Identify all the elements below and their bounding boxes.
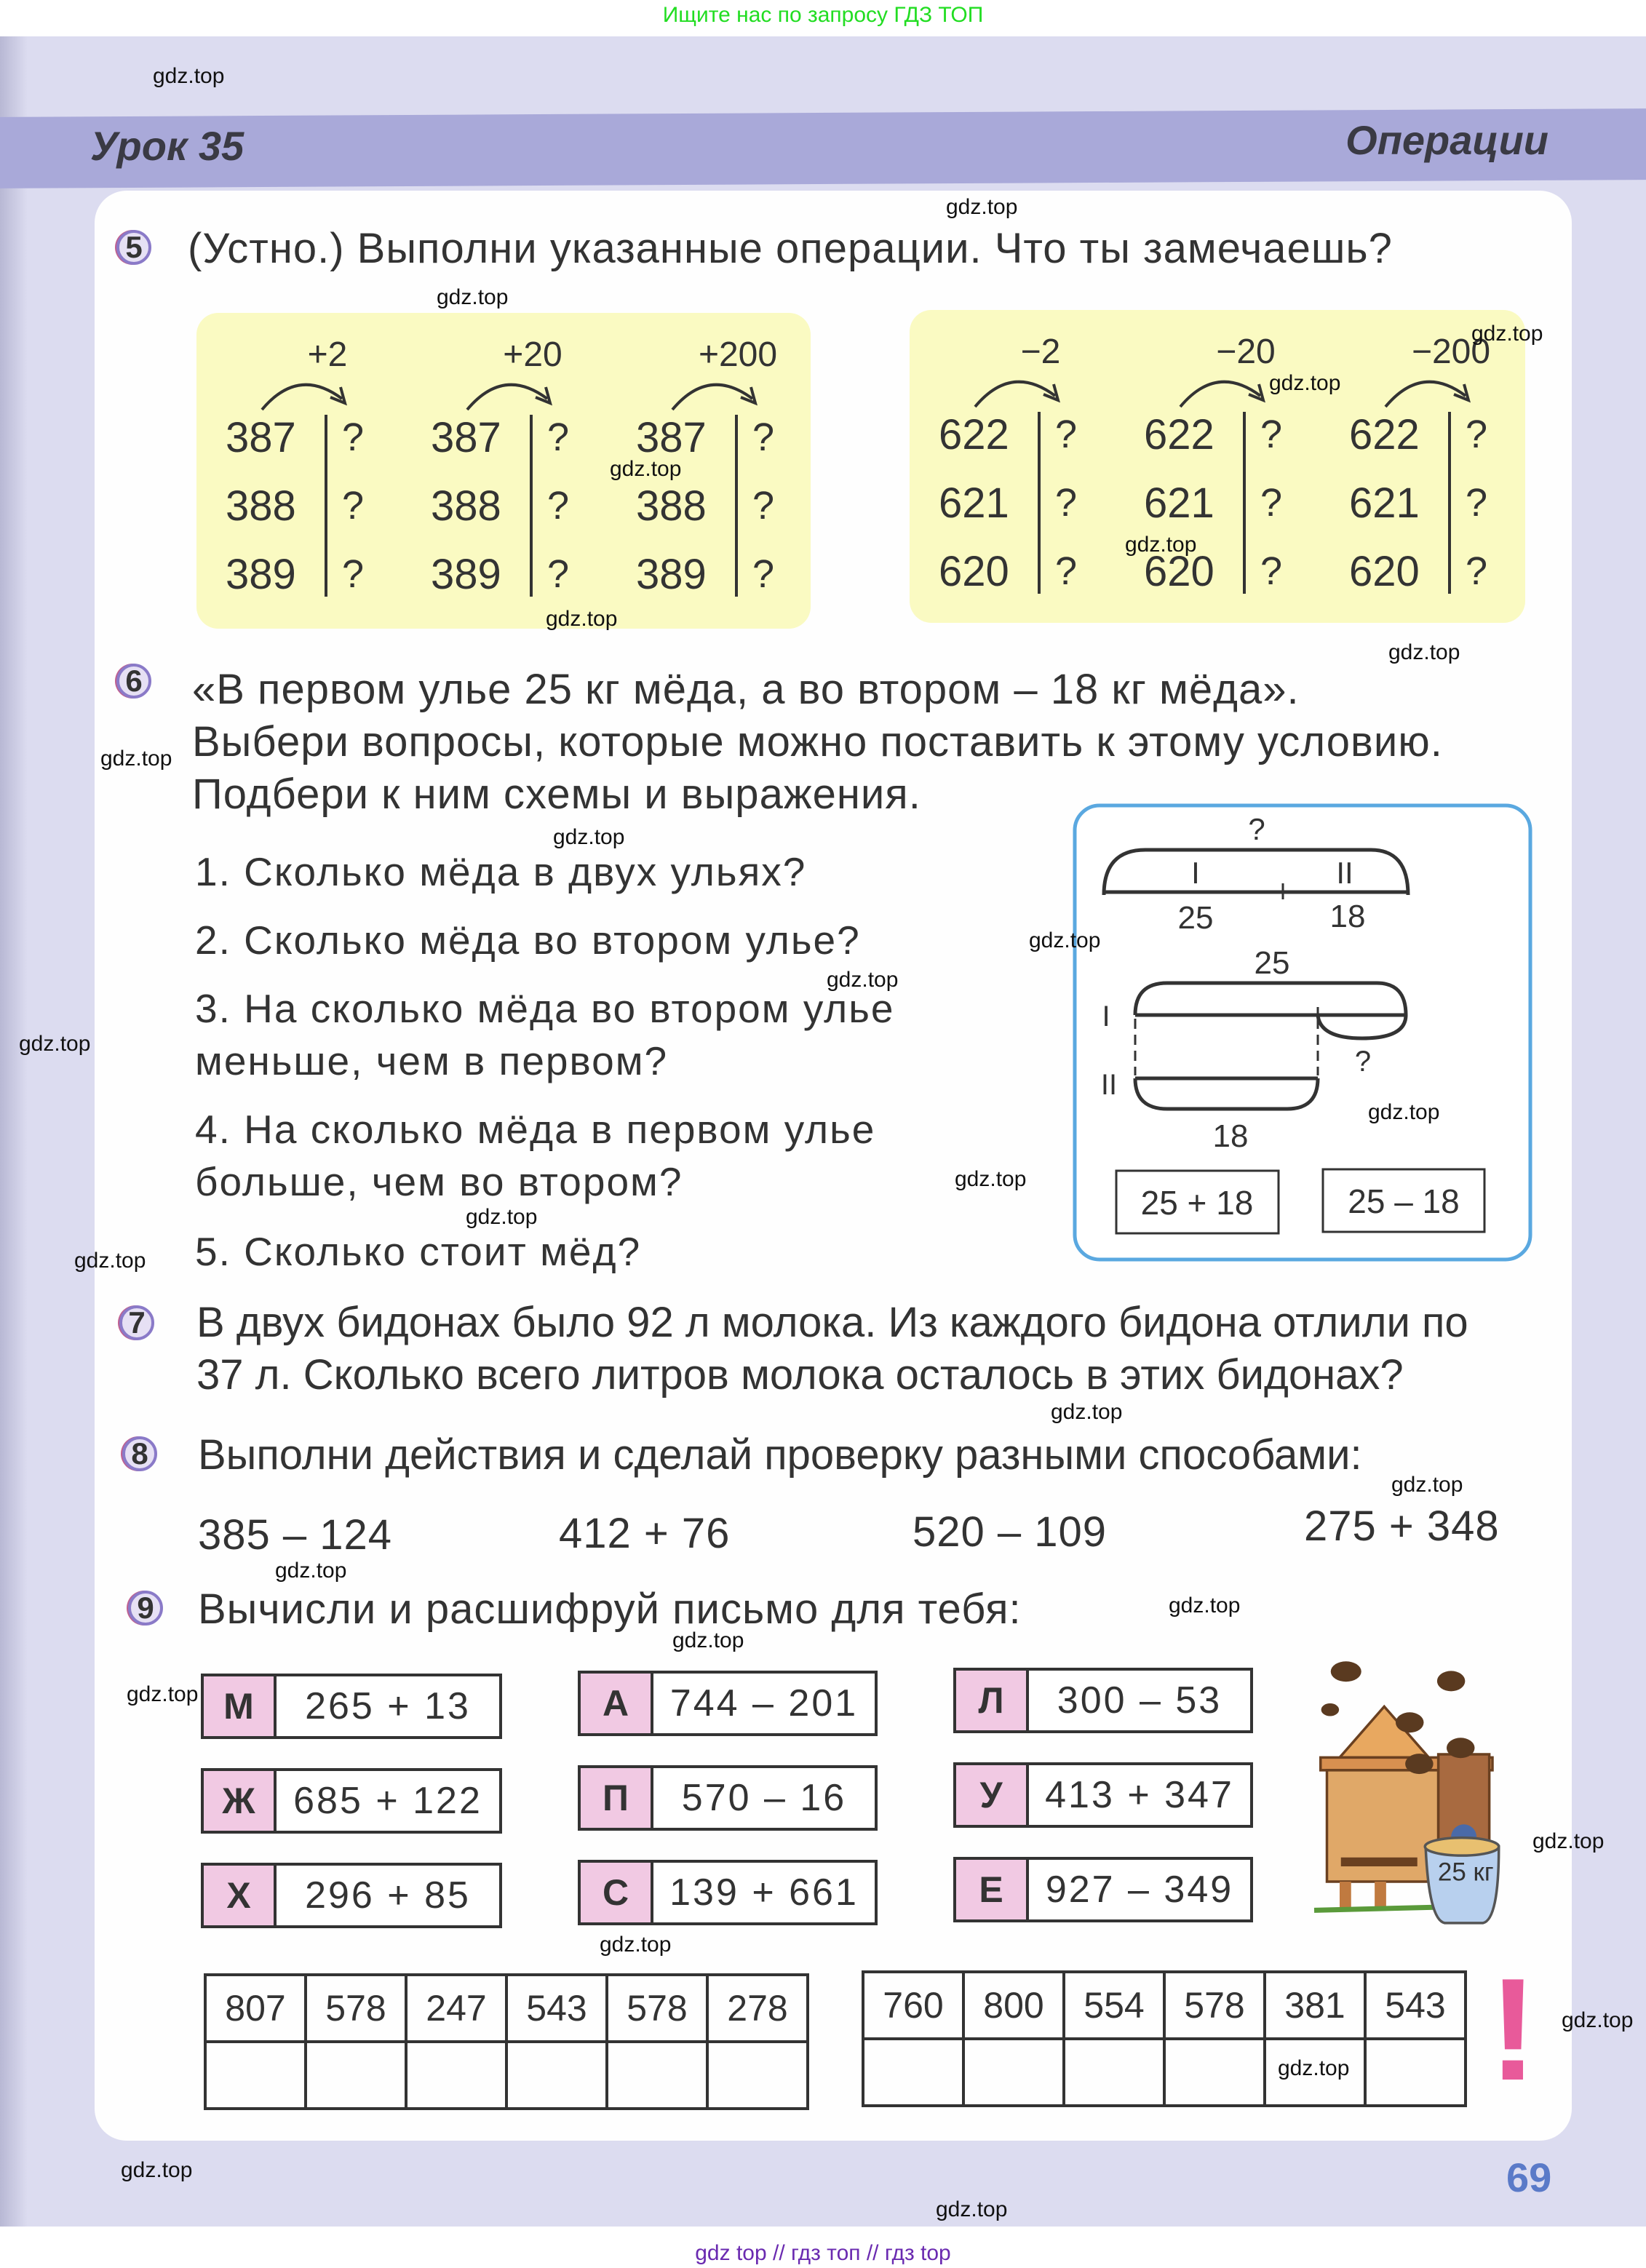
cipher-letter: П bbox=[581, 1768, 653, 1828]
answer-placeholder[interactable]: ? bbox=[342, 484, 365, 528]
watermark-text: gdz.top bbox=[466, 1205, 538, 1229]
letter-answer-cell[interactable] bbox=[205, 2042, 306, 2109]
cipher-letter: Ж bbox=[204, 1771, 277, 1831]
operation-label: +200 bbox=[698, 335, 778, 374]
cipher-expression: 685 + 122 bbox=[293, 1780, 482, 1822]
answer-placeholder[interactable]: ? bbox=[752, 552, 775, 596]
start-number: 622 bbox=[939, 411, 1009, 458]
code-cell: 578 bbox=[306, 1975, 406, 2042]
start-number: 387 bbox=[431, 414, 501, 461]
cipher-letter: Е bbox=[956, 1860, 1029, 1919]
watermark-text: gdz.top bbox=[275, 1559, 347, 1583]
letter-answer-cell[interactable] bbox=[506, 2042, 607, 2109]
cipher-item bbox=[201, 1674, 502, 1739]
answer-placeholder[interactable]: ? bbox=[1260, 549, 1283, 593]
code-cell: 543 bbox=[1365, 1972, 1466, 2039]
letter-answer-cell[interactable] bbox=[1365, 2039, 1466, 2106]
operation-label: −200 bbox=[1411, 333, 1491, 371]
answer-placeholder[interactable]: ? bbox=[1260, 413, 1283, 456]
can-label: 25 кг bbox=[1437, 1858, 1494, 1887]
answer-placeholder[interactable]: ? bbox=[1466, 481, 1488, 525]
watermark-text: gdz.top bbox=[100, 747, 172, 771]
curved-arrow-icon bbox=[460, 370, 562, 413]
letter-answer-cell[interactable] bbox=[1164, 2039, 1265, 2106]
column-divider bbox=[325, 415, 327, 597]
code-cell: 578 bbox=[607, 1975, 707, 2042]
operation-label: +20 bbox=[503, 335, 562, 374]
question-1: 1. Сколько мёда в двух ульях? bbox=[195, 849, 807, 894]
operation-column bbox=[939, 310, 1144, 623]
start-number: 620 bbox=[939, 548, 1009, 595]
code-cell: 760 bbox=[863, 1972, 963, 2039]
answer-placeholder[interactable]: ? bbox=[752, 484, 775, 528]
curved-arrow-icon bbox=[968, 367, 1070, 410]
cipher-item bbox=[578, 1765, 878, 1831]
column-divider bbox=[1038, 412, 1041, 594]
watermark-text: gdz.top bbox=[827, 968, 899, 992]
cipher-expression: 744 – 201 bbox=[669, 1682, 859, 1724]
cipher-letter: А bbox=[581, 1674, 653, 1733]
code-row bbox=[863, 1972, 1466, 2039]
start-number: 387 bbox=[636, 414, 707, 461]
watermark-text: gdz.top bbox=[1269, 371, 1341, 395]
scheme1-question: ? bbox=[1248, 812, 1265, 846]
page-number: 69 bbox=[1506, 2154, 1552, 2200]
operations-box-add bbox=[196, 313, 811, 629]
watermark-text: gdz.top bbox=[19, 1032, 91, 1056]
watermark-text: gdz.top bbox=[553, 825, 625, 849]
task8-expression-3: 520 – 109 bbox=[913, 1508, 1108, 1556]
code-cell: 807 bbox=[205, 1975, 306, 2042]
task8-text: Выполни действия и сделай проверку разными способами: bbox=[198, 1431, 1362, 1479]
question-4-line-2: больше, чем во втором? bbox=[195, 1159, 683, 1204]
answer-row bbox=[863, 2039, 1466, 2106]
question-3-line-2: меньше, чем в первом? bbox=[195, 1038, 669, 1083]
operation-column bbox=[1144, 310, 1349, 623]
answer-table-1 bbox=[204, 1973, 809, 2110]
task6-line-3: Подбери к ним схемы и выражения. bbox=[192, 771, 921, 818]
code-row bbox=[205, 1975, 808, 2042]
watermark-text: gdz.top bbox=[74, 1249, 146, 1273]
watermark-text: gdz.top bbox=[600, 1933, 672, 1957]
task-number-7: 7 bbox=[119, 1305, 154, 1340]
scheme2-label-1: I bbox=[1102, 1000, 1110, 1032]
answer-placeholder[interactable]: ? bbox=[547, 415, 570, 459]
task-number-6: 6 bbox=[116, 664, 151, 699]
letter-answer-cell[interactable] bbox=[306, 2042, 406, 2109]
cipher-letter: Л bbox=[956, 1671, 1029, 1730]
code-cell: 381 bbox=[1265, 1972, 1365, 2039]
answer-placeholder[interactable]: ? bbox=[342, 415, 365, 459]
lesson-title: Урок 35 bbox=[90, 123, 244, 169]
cipher-expression: 927 – 349 bbox=[1045, 1869, 1234, 1911]
bottom-links[interactable]: gdz top // гдз топ // гдз top bbox=[0, 2227, 1646, 2268]
code-cell: 247 bbox=[406, 1975, 506, 2042]
letter-answer-cell[interactable] bbox=[863, 2039, 963, 2106]
watermark-text: gdz.top bbox=[1388, 640, 1460, 664]
start-number: 620 bbox=[1144, 548, 1214, 595]
curved-arrow-icon bbox=[1378, 367, 1480, 410]
watermark-text: gdz.top bbox=[1562, 2008, 1634, 2032]
watermark-text: gdz.top bbox=[1391, 1473, 1463, 1497]
start-number: 621 bbox=[1349, 480, 1420, 527]
cipher-expression: 296 + 85 bbox=[305, 1874, 471, 1917]
start-number: 387 bbox=[226, 414, 296, 461]
operation-label: −2 bbox=[1020, 333, 1061, 371]
operation-column bbox=[226, 313, 431, 626]
answer-placeholder[interactable]: ? bbox=[1466, 549, 1488, 593]
letter-answer-cell[interactable] bbox=[607, 2042, 707, 2109]
column-divider bbox=[735, 415, 738, 597]
watermark-text: gdz.top bbox=[546, 607, 618, 631]
start-number: 389 bbox=[636, 551, 707, 598]
watermark-text: gdz.top bbox=[1532, 1829, 1605, 1853]
watermark-text: gdz.top bbox=[672, 1628, 744, 1652]
curved-arrow-icon bbox=[1173, 367, 1275, 410]
watermark-text: gdz.top bbox=[936, 2197, 1008, 2221]
cipher-item bbox=[953, 1857, 1253, 1922]
answer-placeholder[interactable]: ? bbox=[1466, 413, 1488, 456]
question-3-line-1: 3. На сколько мёда во втором улье bbox=[195, 986, 895, 1031]
watermark-text: gdz.top bbox=[1278, 2056, 1350, 2080]
column-divider bbox=[530, 415, 533, 597]
column-divider bbox=[1243, 412, 1246, 594]
curved-arrow-icon bbox=[255, 370, 357, 413]
answer-placeholder[interactable]: ? bbox=[1055, 413, 1078, 456]
answer-placeholder[interactable]: ? bbox=[1055, 481, 1078, 525]
task7-line-1: В двух бидонах было 92 л молока. Из каждого бидона отлили по bbox=[196, 1299, 1468, 1346]
cipher-expression: 300 – 53 bbox=[1057, 1679, 1222, 1722]
answer-placeholder[interactable]: ? bbox=[752, 415, 775, 459]
start-number: 388 bbox=[636, 482, 707, 530]
answer-placeholder[interactable]: ? bbox=[1055, 549, 1078, 593]
watermark-text: gdz.top bbox=[955, 1167, 1027, 1191]
cipher-letter: У bbox=[956, 1765, 1029, 1825]
search-banner[interactable]: Ищите нас по запросу ГДЗ ТОП bbox=[0, 0, 1646, 73]
watermark-text: gdz.top bbox=[153, 64, 225, 88]
watermark-text: gdz.top bbox=[127, 1682, 199, 1706]
scheme1-part2: II bbox=[1336, 856, 1353, 890]
letter-answer-cell[interactable] bbox=[406, 2042, 506, 2109]
answer-placeholder[interactable]: ? bbox=[342, 552, 365, 596]
scheme1-value1: 25 bbox=[1177, 900, 1214, 936]
code-cell: 800 bbox=[963, 1972, 1064, 2039]
start-number: 388 bbox=[431, 482, 501, 530]
code-cell: 543 bbox=[506, 1975, 607, 2042]
letter-answer-cell[interactable] bbox=[707, 2042, 808, 2109]
operation-label: +2 bbox=[307, 335, 348, 374]
code-cell: 278 bbox=[707, 1975, 808, 2042]
cipher-letter: М bbox=[204, 1676, 277, 1736]
page-spine-shadow bbox=[0, 36, 28, 2227]
task-number-9: 9 bbox=[128, 1591, 163, 1626]
cipher-item bbox=[953, 1668, 1253, 1733]
scheme1-part1: I bbox=[1191, 856, 1200, 890]
expression-difference: 25 – 18 bbox=[1348, 1182, 1460, 1220]
task6-line-2: Выбери вопросы, которые можно поставить к этому условию. bbox=[192, 718, 1443, 765]
task7-line-2: 37 л. Сколько всего литров молока осталось в этих бидонах? bbox=[196, 1351, 1404, 1398]
cipher-item bbox=[578, 1860, 878, 1925]
start-number: 389 bbox=[431, 551, 501, 598]
start-number: 622 bbox=[1144, 411, 1214, 458]
operation-column bbox=[431, 313, 636, 626]
expression-sum: 25 + 18 bbox=[1140, 1184, 1254, 1222]
answer-row bbox=[205, 2042, 808, 2109]
question-5: 5. Сколько стоит мёд? bbox=[195, 1229, 642, 1274]
cipher-expression: 139 + 661 bbox=[669, 1871, 859, 1914]
start-number: 389 bbox=[226, 551, 296, 598]
answer-placeholder[interactable]: ? bbox=[547, 552, 570, 596]
cipher-item bbox=[201, 1863, 502, 1928]
question-4-line-1: 4. На сколько мёда в первом улье bbox=[195, 1107, 876, 1152]
start-number: 621 bbox=[939, 480, 1009, 527]
scheme2-label-2: II bbox=[1100, 1069, 1118, 1101]
scheme2-top-value: 25 bbox=[1254, 945, 1290, 981]
code-cell: 578 bbox=[1164, 1972, 1265, 2039]
operation-label: −20 bbox=[1216, 333, 1276, 371]
cipher-letter: Х bbox=[204, 1866, 277, 1925]
question-2: 2. Сколько мёда во втором улье? bbox=[195, 918, 861, 963]
cipher-expression: 413 + 347 bbox=[1045, 1774, 1234, 1816]
start-number: 621 bbox=[1144, 480, 1214, 527]
schemes-frame bbox=[1073, 803, 1532, 1262]
task8-expression-4: 275 + 348 bbox=[1304, 1503, 1500, 1550]
operation-column bbox=[1349, 310, 1554, 623]
cipher-expression: 570 – 16 bbox=[681, 1777, 847, 1819]
watermark-text: gdz.top bbox=[1029, 928, 1101, 952]
watermark-text: gdz.top bbox=[1169, 1593, 1241, 1618]
answer-placeholder[interactable]: ? bbox=[547, 484, 570, 528]
task9-text: Вычисли и расшифруй письмо для тебя: bbox=[198, 1585, 1022, 1633]
operations-box-subtract bbox=[910, 310, 1525, 623]
exclamation-mark: ! bbox=[1489, 1949, 1538, 2111]
cipher-letter: С bbox=[581, 1863, 653, 1922]
scheme2-question: ? bbox=[1354, 1046, 1372, 1078]
task6-line-1: «В первом улье 25 кг мёда, а во втором – 18 кг мёда». bbox=[192, 666, 1300, 713]
answer-placeholder[interactable]: ? bbox=[1260, 481, 1283, 525]
start-number: 622 bbox=[1349, 411, 1420, 458]
cipher-item bbox=[578, 1671, 878, 1736]
watermark-text: gdz.top bbox=[946, 195, 1018, 219]
cipher-item bbox=[953, 1762, 1253, 1828]
letter-answer-cell[interactable] bbox=[963, 2039, 1064, 2106]
watermark-text: gdz.top bbox=[1471, 322, 1543, 346]
column-divider bbox=[1448, 412, 1451, 594]
task-number-5: 5 bbox=[116, 230, 151, 265]
watermark-text: gdz.top bbox=[1125, 533, 1197, 557]
scheme2-bottom-value: 18 bbox=[1212, 1118, 1249, 1154]
beehive-picture bbox=[1300, 1627, 1532, 1933]
code-cell: 554 bbox=[1064, 1972, 1164, 2039]
watermark-text: gdz.top bbox=[610, 457, 682, 481]
cipher-item bbox=[201, 1768, 502, 1834]
curved-arrow-icon bbox=[665, 370, 767, 413]
watermark-text: gdz.top bbox=[1368, 1100, 1440, 1124]
task8-expression-2: 412 + 76 bbox=[559, 1510, 731, 1557]
start-number: 620 bbox=[1349, 548, 1420, 595]
watermark-text: gdz.top bbox=[121, 2158, 193, 2182]
scheme1-value2: 18 bbox=[1329, 899, 1366, 934]
watermark-text: gdz.top bbox=[437, 285, 509, 309]
answer-table-2 bbox=[862, 1970, 1467, 2107]
watermark-text: gdz.top bbox=[1051, 1400, 1123, 1424]
task8-expression-1: 385 – 124 bbox=[198, 1511, 393, 1559]
task5-text: (Устно.) Выполни указанные операции. Что ты замечаешь? bbox=[188, 225, 1393, 272]
start-number: 388 bbox=[226, 482, 296, 530]
task-number-8: 8 bbox=[122, 1436, 157, 1471]
topic-title: Операции bbox=[1345, 117, 1548, 163]
cipher-expression: 265 + 13 bbox=[305, 1685, 471, 1727]
letter-answer-cell[interactable] bbox=[1064, 2039, 1164, 2106]
